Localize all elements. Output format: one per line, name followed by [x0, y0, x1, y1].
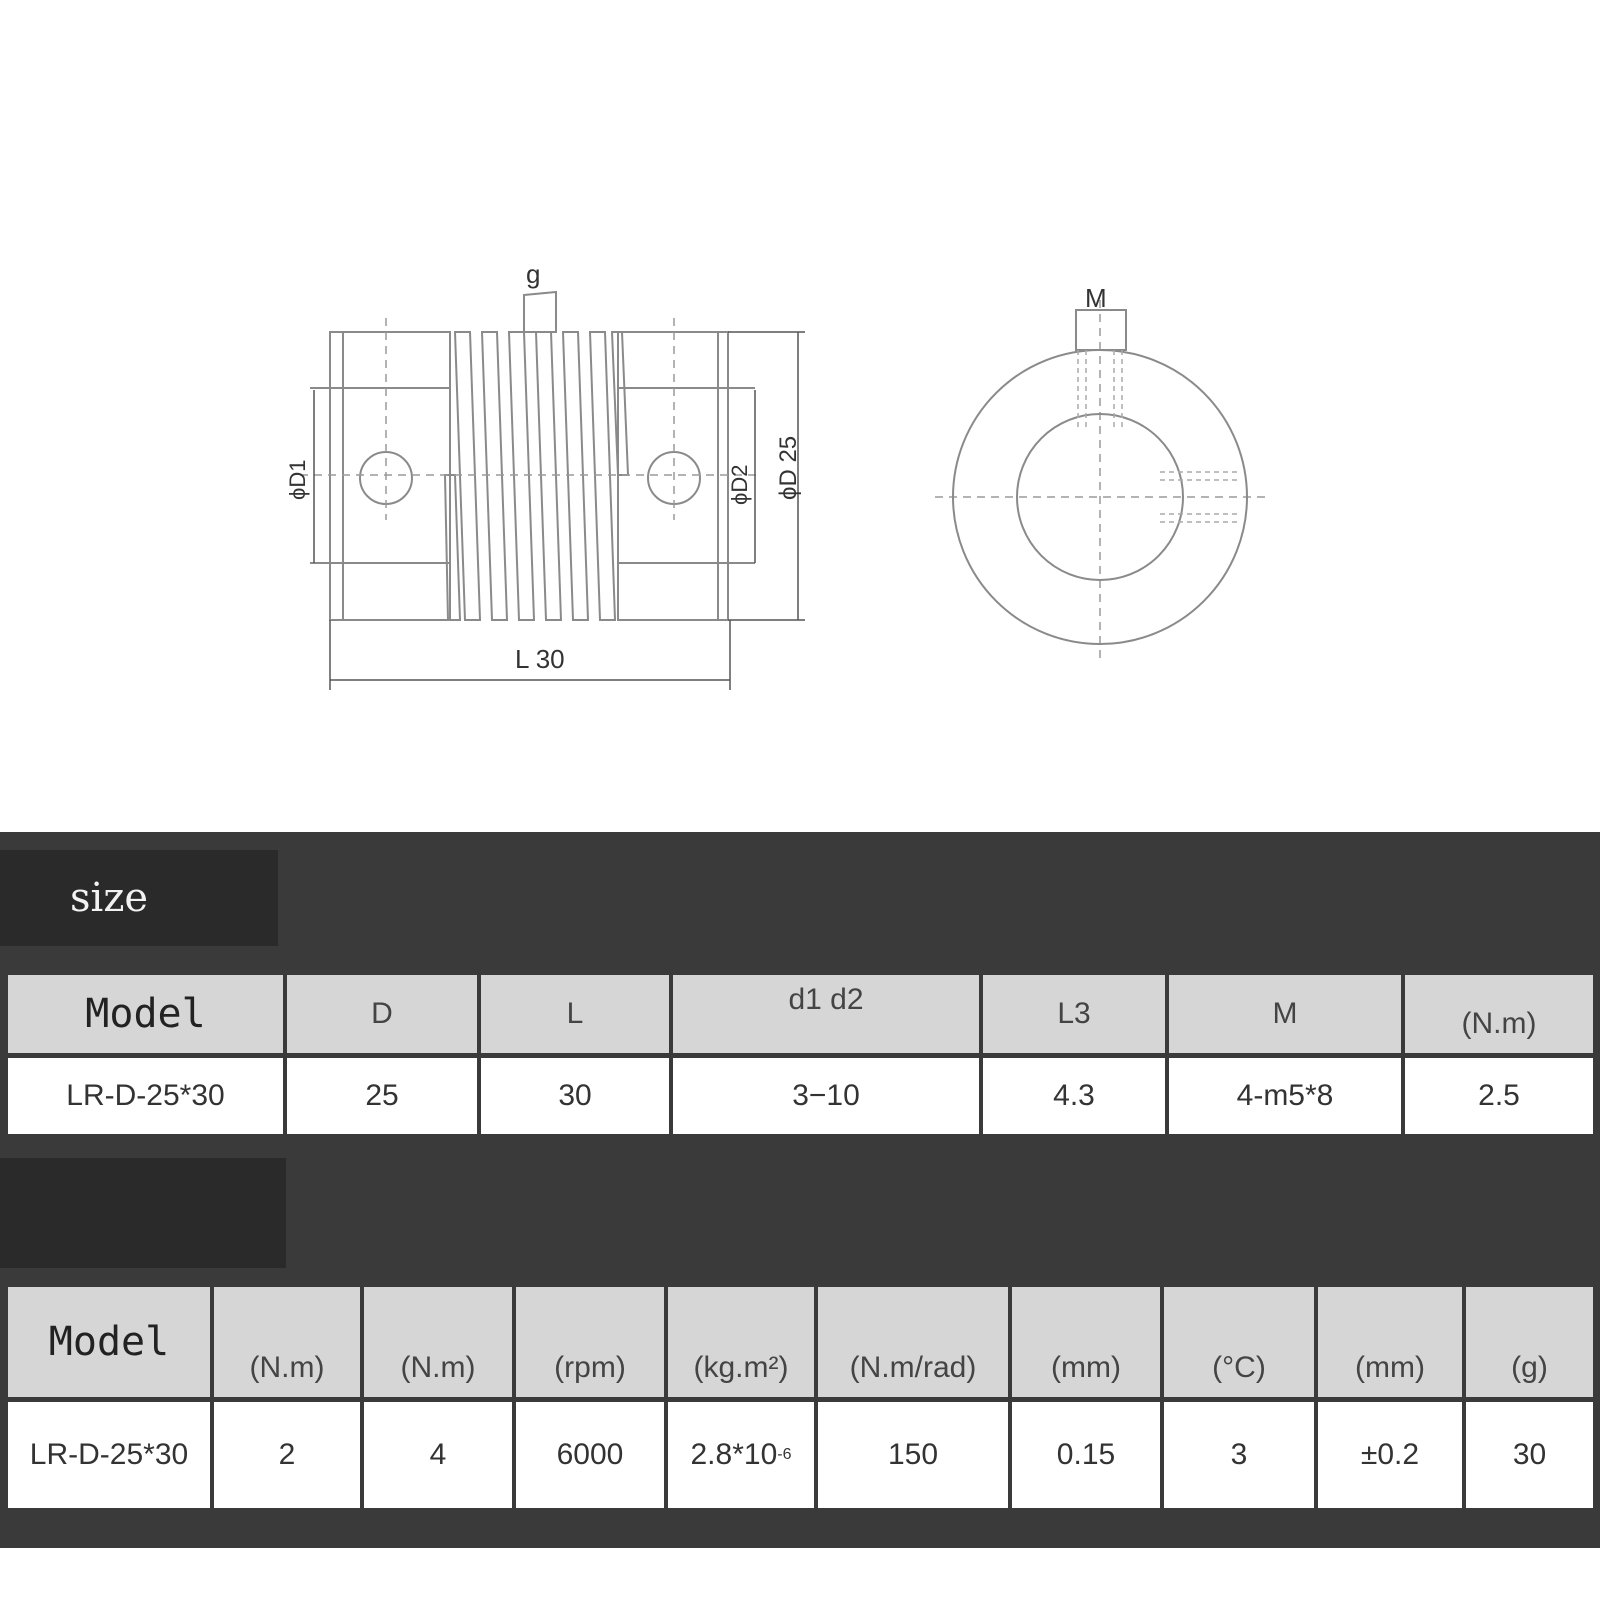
label-l: L 30: [515, 644, 565, 674]
label-d1: ϕD1: [285, 459, 310, 500]
size-header-torque: (N.m): [1405, 975, 1593, 1053]
size-cell-d1d2: 3−10: [673, 1058, 979, 1134]
perf-cell-8: ±0.2: [1318, 1402, 1462, 1508]
perf-header-model: Model: [8, 1287, 210, 1397]
perf-header-1: (N.m): [214, 1287, 360, 1397]
helical-slots: [445, 332, 628, 620]
size-cell-l: 30: [481, 1058, 669, 1134]
size-cell-model: LR-D-25*30: [8, 1058, 283, 1134]
size-cell-d: 25: [287, 1058, 477, 1134]
perf-cell-7: 3: [1164, 1402, 1314, 1508]
size-header-m: M: [1169, 975, 1401, 1053]
perf-cell-4: [668, 1402, 814, 1508]
perf-cell-4-exponent: -6: [777, 1446, 792, 1463]
perf-cell-3: 6000: [516, 1402, 664, 1508]
perf-cell-6: 0.15: [1012, 1402, 1160, 1508]
perf-cell-4-base: 2.8*10: [690, 1438, 778, 1471]
left-hub: [330, 332, 450, 620]
perf-header-8: (mm): [1318, 1287, 1462, 1397]
perf-header-9: (g): [1466, 1287, 1593, 1397]
size-header-d: D: [287, 975, 477, 1053]
perf-header-2: (N.m): [364, 1287, 512, 1397]
perf-cell-1: 2: [214, 1402, 360, 1508]
perf-header-5: (N.m/rad): [818, 1287, 1008, 1397]
perf-header-6: (mm): [1012, 1287, 1160, 1397]
perf-section-title: [0, 1158, 286, 1268]
perf-header-3: (rpm): [516, 1287, 664, 1397]
perf-header-7: (°C): [1164, 1287, 1314, 1397]
right-hub: [618, 332, 728, 620]
m-marker: [1076, 310, 1126, 350]
label-g: g: [526, 259, 541, 289]
size-header-l3: L3: [983, 975, 1165, 1053]
perf-cell-9: 30: [1466, 1402, 1593, 1508]
size-header-model: Model: [8, 975, 283, 1053]
perf-cell-model: LR-D-25*30: [8, 1402, 210, 1508]
size-header-l: L: [481, 975, 669, 1053]
perf-cell-5: 150: [818, 1402, 1008, 1508]
perf-header-4: (kg.m²): [668, 1287, 814, 1397]
label-d2: ϕD2: [727, 464, 752, 505]
label-d: ϕD 25: [775, 435, 802, 500]
size-section-title: size: [0, 850, 278, 946]
label-m: M: [1085, 283, 1107, 313]
perf-cell-2: 4: [364, 1402, 512, 1508]
size-cell-l3: 4.3: [983, 1058, 1165, 1134]
size-cell-m: 4-m5*8: [1169, 1058, 1401, 1134]
size-cell-torque: 2.5: [1405, 1058, 1593, 1134]
size-header-d1d2: d1 d2: [673, 975, 979, 1053]
